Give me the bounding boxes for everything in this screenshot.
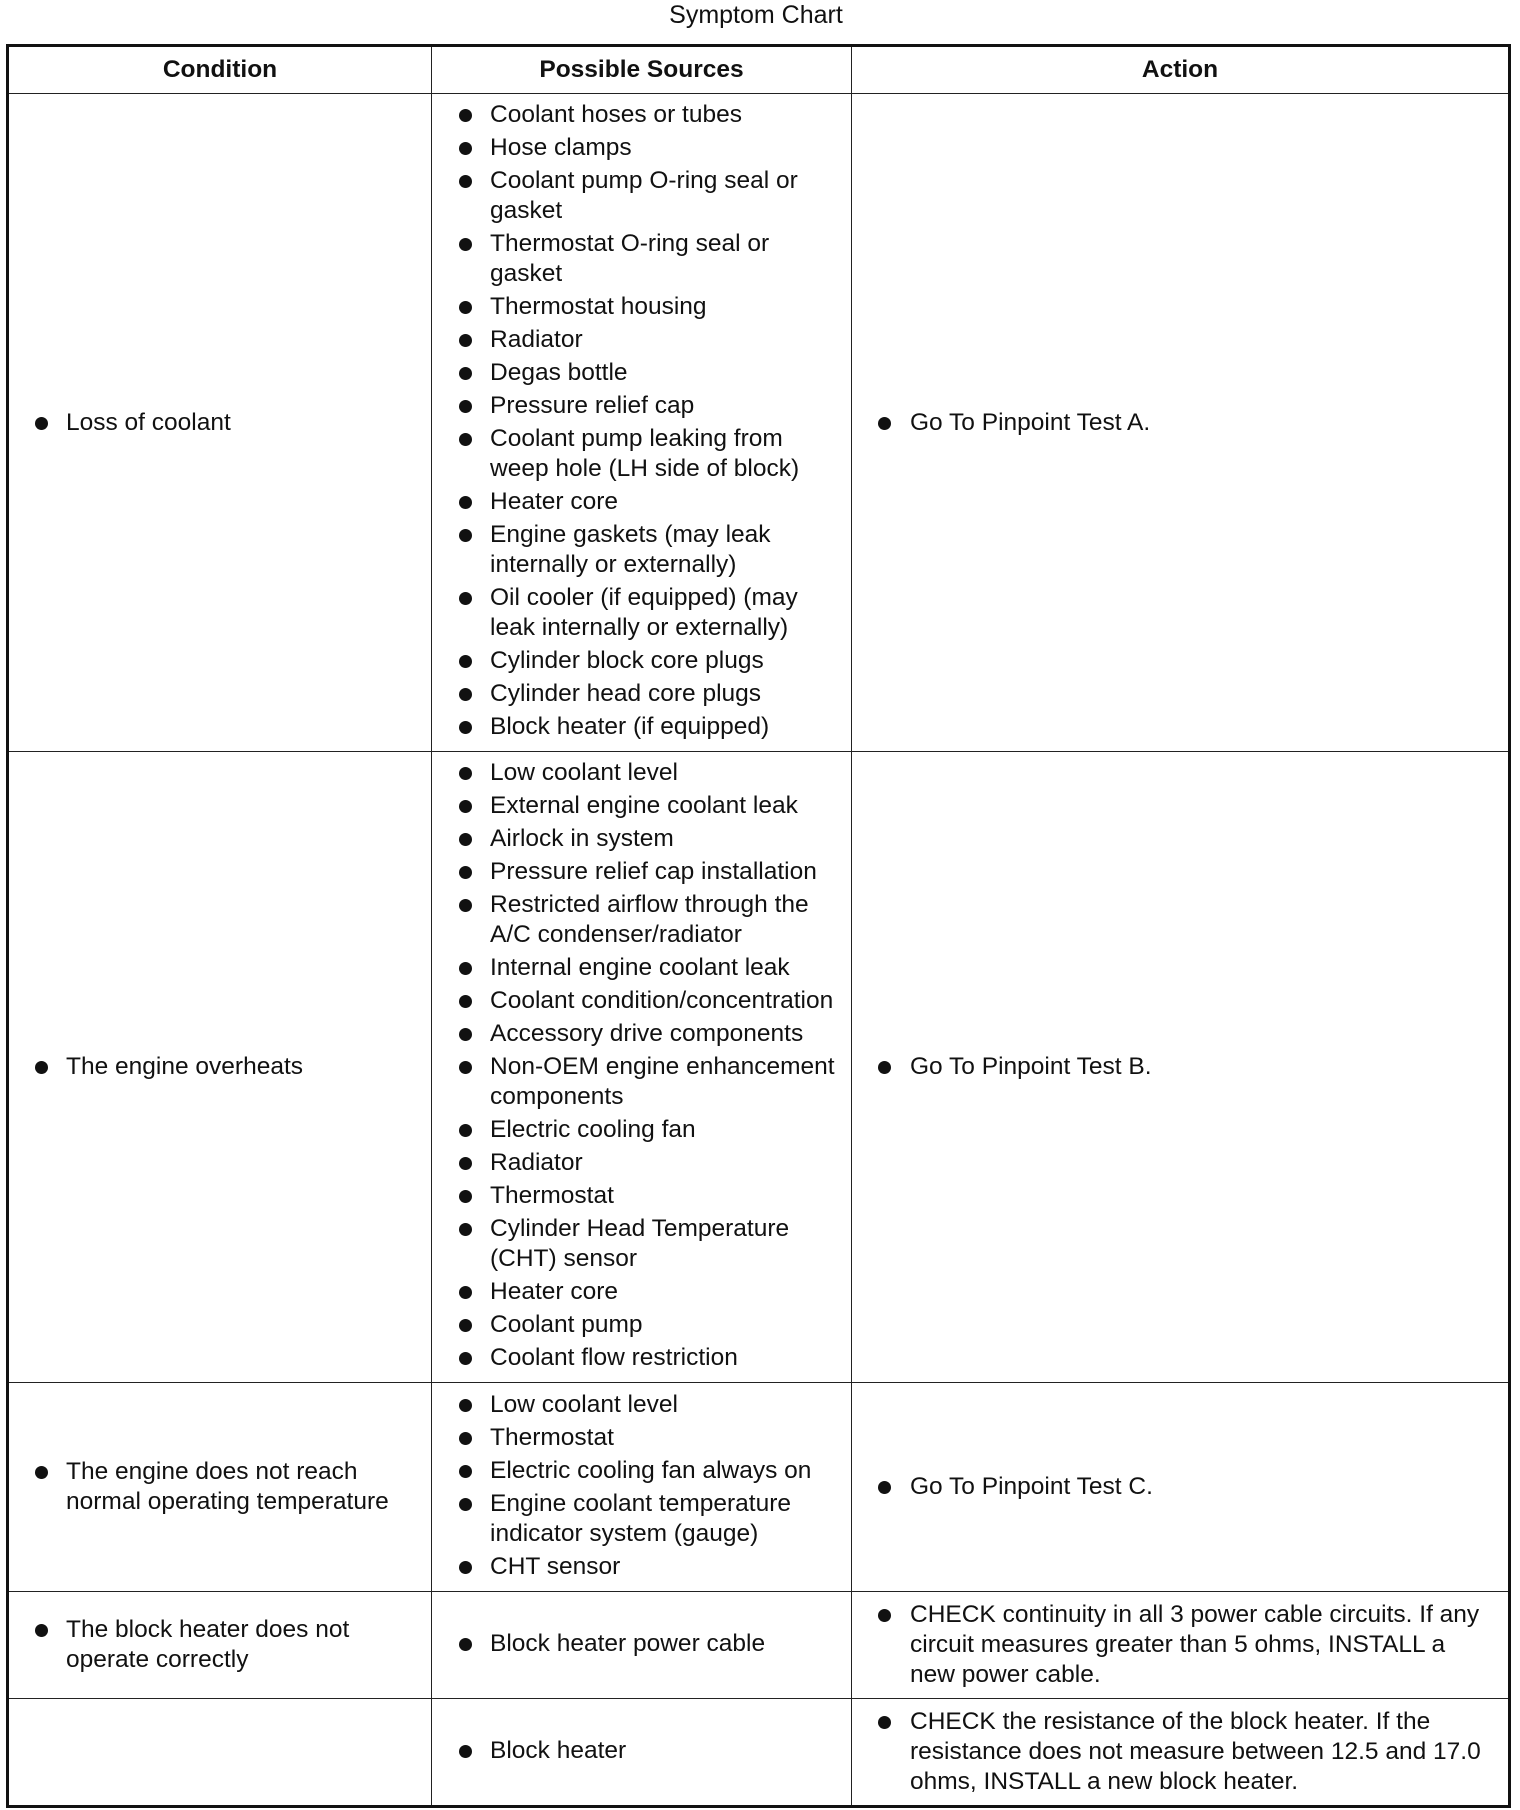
condition-item: Loss of coolant — [9, 408, 431, 438]
table-row — [8, 94, 1510, 752]
source-item: Restricted airflow through the A/C condenser/radiator — [432, 890, 851, 950]
action-header: Action — [852, 46, 1510, 94]
source-item: Block heater power cable — [432, 1629, 851, 1659]
condition-item: The engine overheats — [9, 1052, 431, 1082]
source-item: Block heater (if equipped) — [432, 712, 851, 742]
possible-sources-header: Possible Sources — [432, 46, 852, 94]
source-item: Coolant hoses or tubes — [432, 100, 851, 130]
action-item: Go To Pinpoint Test B. — [852, 1052, 1508, 1082]
header-row — [8, 46, 1510, 94]
action-cell — [852, 752, 1510, 1383]
source-item: Heater core — [432, 1277, 851, 1307]
source-item: Pressure relief cap — [432, 391, 851, 421]
source-item: Electric cooling fan — [432, 1115, 851, 1145]
source-item: Block heater — [432, 1736, 851, 1766]
sources-cell — [432, 1383, 852, 1592]
source-item: CHT sensor — [432, 1552, 851, 1582]
source-item: Oil cooler (if equipped) (may leak internally or externally) — [432, 583, 851, 643]
source-item: Coolant pump O-ring seal or gasket — [432, 166, 851, 226]
source-item: Thermostat — [432, 1181, 851, 1211]
action-cell — [852, 1383, 1510, 1592]
source-item: External engine coolant leak — [432, 791, 851, 821]
source-item: Coolant condition/concentration — [432, 986, 851, 1016]
action-item: CHECK the resistance of the block heater. If the resistance does not measure between 12.5 and 17.0 ohms, INSTALL a new block heater. — [852, 1707, 1508, 1797]
source-item: Thermostat housing — [432, 292, 851, 322]
source-item: Pressure relief cap installation — [432, 857, 851, 887]
source-item: Accessory drive components — [432, 1019, 851, 1049]
source-item: Engine coolant temperature indicator system (gauge) — [432, 1489, 851, 1549]
source-item: Non-OEM engine enhancement components — [432, 1052, 851, 1112]
condition-item: The engine does not reach normal operating temperature — [9, 1457, 431, 1517]
condition-cell-empty — [8, 1699, 432, 1807]
source-item: Radiator — [432, 325, 851, 355]
action-item: Go To Pinpoint Test C. — [852, 1472, 1508, 1502]
condition-header: Condition — [8, 46, 432, 94]
action-cell — [852, 1592, 1510, 1699]
source-item: Hose clamps — [432, 133, 851, 163]
condition-cell — [8, 1592, 432, 1699]
source-item: Engine gaskets (may leak internally or externally) — [432, 520, 851, 580]
condition-cell — [8, 94, 432, 752]
table-row — [8, 1699, 1510, 1807]
source-item: Low coolant level — [432, 758, 851, 788]
source-item: Electric cooling fan always on — [432, 1456, 851, 1486]
source-item: Heater core — [432, 487, 851, 517]
action-item: CHECK continuity in all 3 power cable circuits. If any circuit measures greater than 5 ohms, INSTALL a new power cable. — [852, 1600, 1508, 1690]
symptom-table — [6, 44, 1511, 1808]
source-item: Internal engine coolant leak — [432, 953, 851, 983]
source-item: Degas bottle — [432, 358, 851, 388]
sources-cell — [432, 1592, 852, 1699]
table-row — [8, 1592, 1510, 1699]
table-row — [8, 752, 1510, 1383]
source-item: Cylinder Head Temperature (CHT) sensor — [432, 1214, 851, 1274]
table-row — [8, 1383, 1510, 1592]
action-item: Go To Pinpoint Test A. — [852, 408, 1508, 438]
condition-cell — [8, 752, 432, 1383]
source-item: Coolant pump — [432, 1310, 851, 1340]
source-item: Airlock in system — [432, 824, 851, 854]
condition-cell — [8, 1383, 432, 1592]
source-item: Thermostat — [432, 1423, 851, 1453]
source-item: Cylinder block core plugs — [432, 646, 851, 676]
condition-item: The block heater does not operate correctly — [9, 1615, 431, 1675]
sources-cell — [432, 1699, 852, 1807]
source-item: Radiator — [432, 1148, 851, 1178]
source-item: Low coolant level — [432, 1390, 851, 1420]
source-item: Coolant pump leaking from weep hole (LH side of block) — [432, 424, 851, 484]
source-item: Coolant flow restriction — [432, 1343, 851, 1373]
source-item: Thermostat O-ring seal or gasket — [432, 229, 851, 289]
sources-cell — [432, 94, 852, 752]
action-cell — [852, 1699, 1510, 1807]
page-title: Symptom Chart — [669, 1, 843, 29]
action-cell — [852, 94, 1510, 752]
sources-cell — [432, 752, 852, 1383]
source-item: Cylinder head core plugs — [432, 679, 851, 709]
